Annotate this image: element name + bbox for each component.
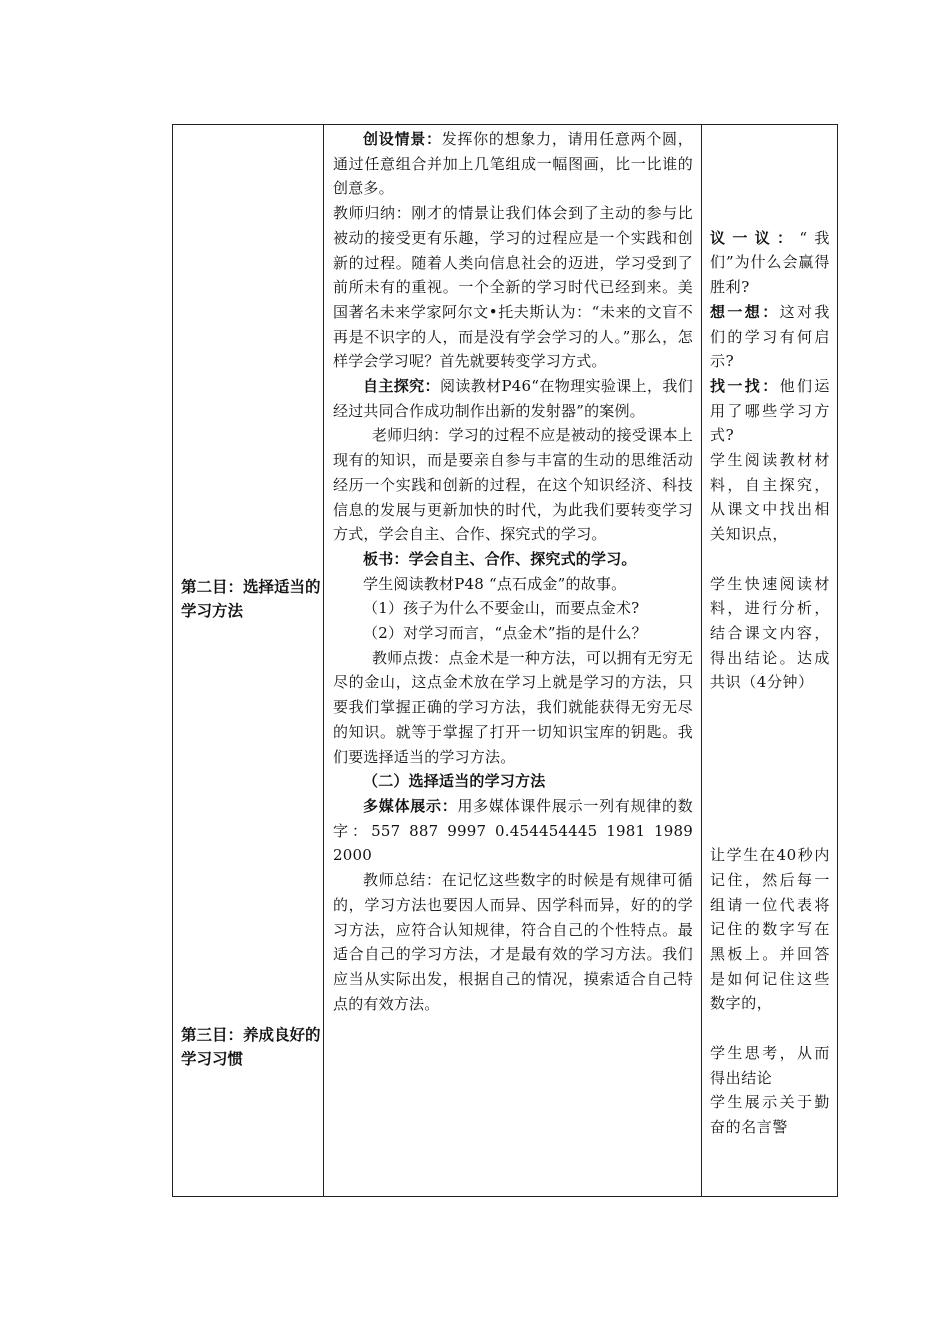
activity-quotes: 学生展示关于勤奋的名言警 <box>710 1093 830 1136</box>
activity-discuss <box>710 226 830 300</box>
scenario-text: 发挥你的想象力，请用任意两个圆，通过任意组合并加上几笔组成一幅图画，比一比谁的创意多。 <box>333 130 693 198</box>
think-text: 这对我们的学习有何启示? <box>710 302 830 371</box>
multimedia-label: 多媒体展示： <box>363 796 458 815</box>
paragraph-reading: 学生阅读教材P48 “点石成金”的故事。 <box>363 574 627 593</box>
activity-memorize: 让学生在40秒内记住，然后每一组请一位代表将记住的数字写在黑板上。并回答是如何记住这些数字的， <box>710 846 830 1013</box>
inquiry-text: 阅读教材P46“在物理实验课上，我们经过共同合作成功制作出新的发射器”的案例。 <box>333 377 693 420</box>
paragraph-teacher-conclusion: 教师总结：在记忆这些数字的时候是有规律可循的，学习方法也要因人而异、因学科而异，好的的学习方法，应符合认知规律，符合自己的个性特点。最适合自己的学习方法，才是最有效的学习方法。我们应当从实际出发，根据自己的情况，摸索适合自己特点的有效方法。 <box>333 871 693 1013</box>
paragraph-inquiry <box>333 374 693 423</box>
find-label: 找一找： <box>710 376 780 395</box>
paragraph-multimedia <box>333 794 693 868</box>
discuss-label: 议一议： <box>710 228 800 247</box>
inquiry-label: 自主探究： <box>363 377 440 396</box>
paragraph-board-note: 板书：学会自主、合作、探究式的学习。 <box>363 549 637 568</box>
section-column <box>173 125 324 1197</box>
scenario-label: 创设情景： <box>363 130 442 148</box>
find-text: 他们运用了哪些学习方式? <box>710 376 830 445</box>
section-title-2: 第二目：选择适当的学习方法 <box>181 578 321 620</box>
activity-analyze: 学生快速阅读材料，进行分析，结合课文内容，得出结论。达成共识（4分钟） <box>710 574 830 692</box>
discuss-text: “我们”为什么会赢得胜利? <box>710 228 831 297</box>
activity-find <box>710 374 830 448</box>
paragraph-teacher-summary-2: 老师归纳：学习的过程不应是被动的接受课本上现有的知识，而是要亲自参与丰富的生动的思维活动经历一个实践和创新的过程，在这个知识经济、科技信息的发展与更新加快的时代，为此我们要转变学习方式，学会自主、合作、探究式的学习。 <box>333 426 693 544</box>
paragraph-teacher-hint: 教师点拨：点金术是一种方法，可以拥有无穷无尽的金山，这点金术放在学习上就是学习的方法，只要我们掌握正确的学习方法，我们就能获得无穷无尽的知识。就等于掌握了打开一切知识宝库的钥匙。我们要选择适当的学习方法。 <box>333 648 693 766</box>
question-2: （2）对学习而言，“点金术”指的是什么？ <box>363 624 647 643</box>
subheading-method: （二）选择适当的学习方法 <box>363 772 546 791</box>
paragraph-scenario <box>333 127 693 201</box>
section-title-3: 第三目：养成良好的学习习惯 <box>181 1026 321 1068</box>
activity-conclude: 学生思考，从而得出结论 <box>710 1043 830 1087</box>
activity-read: 学生阅读教材材料，自主探究，从课文中找出相关知识点， <box>710 451 830 544</box>
table-row <box>173 125 838 1197</box>
activity-column <box>702 125 838 1197</box>
activity-think <box>710 300 830 374</box>
lesson-plan-table <box>172 124 838 1197</box>
question-1: （1）孩子为什么不要金山，而要点金术? <box>363 599 640 618</box>
content-column <box>324 125 702 1197</box>
paragraph-teacher-summary-1: 教师归纳：刚才的情景让我们体会到了主动的参与比被动的接受更有乐趣，学习的过程应是一个实践和创新的过程。随着人类向信息社会的迈进，学习受到了前所未有的重视。一个全新的学习时代已经到来。美国著名未来学家阿尔文•托夫斯认为：“未来的文盲不再是不识字的人，而是没有学会学习的人。”那么，怎样学会学习呢？首先就要转变学习方式。 <box>333 204 693 371</box>
multimedia-text: 用多媒体课件展示一列有规律的数字：557 887 9997 0.454454445 1981 1989 2000 <box>333 796 693 865</box>
think-label: 想一想： <box>710 302 780 321</box>
